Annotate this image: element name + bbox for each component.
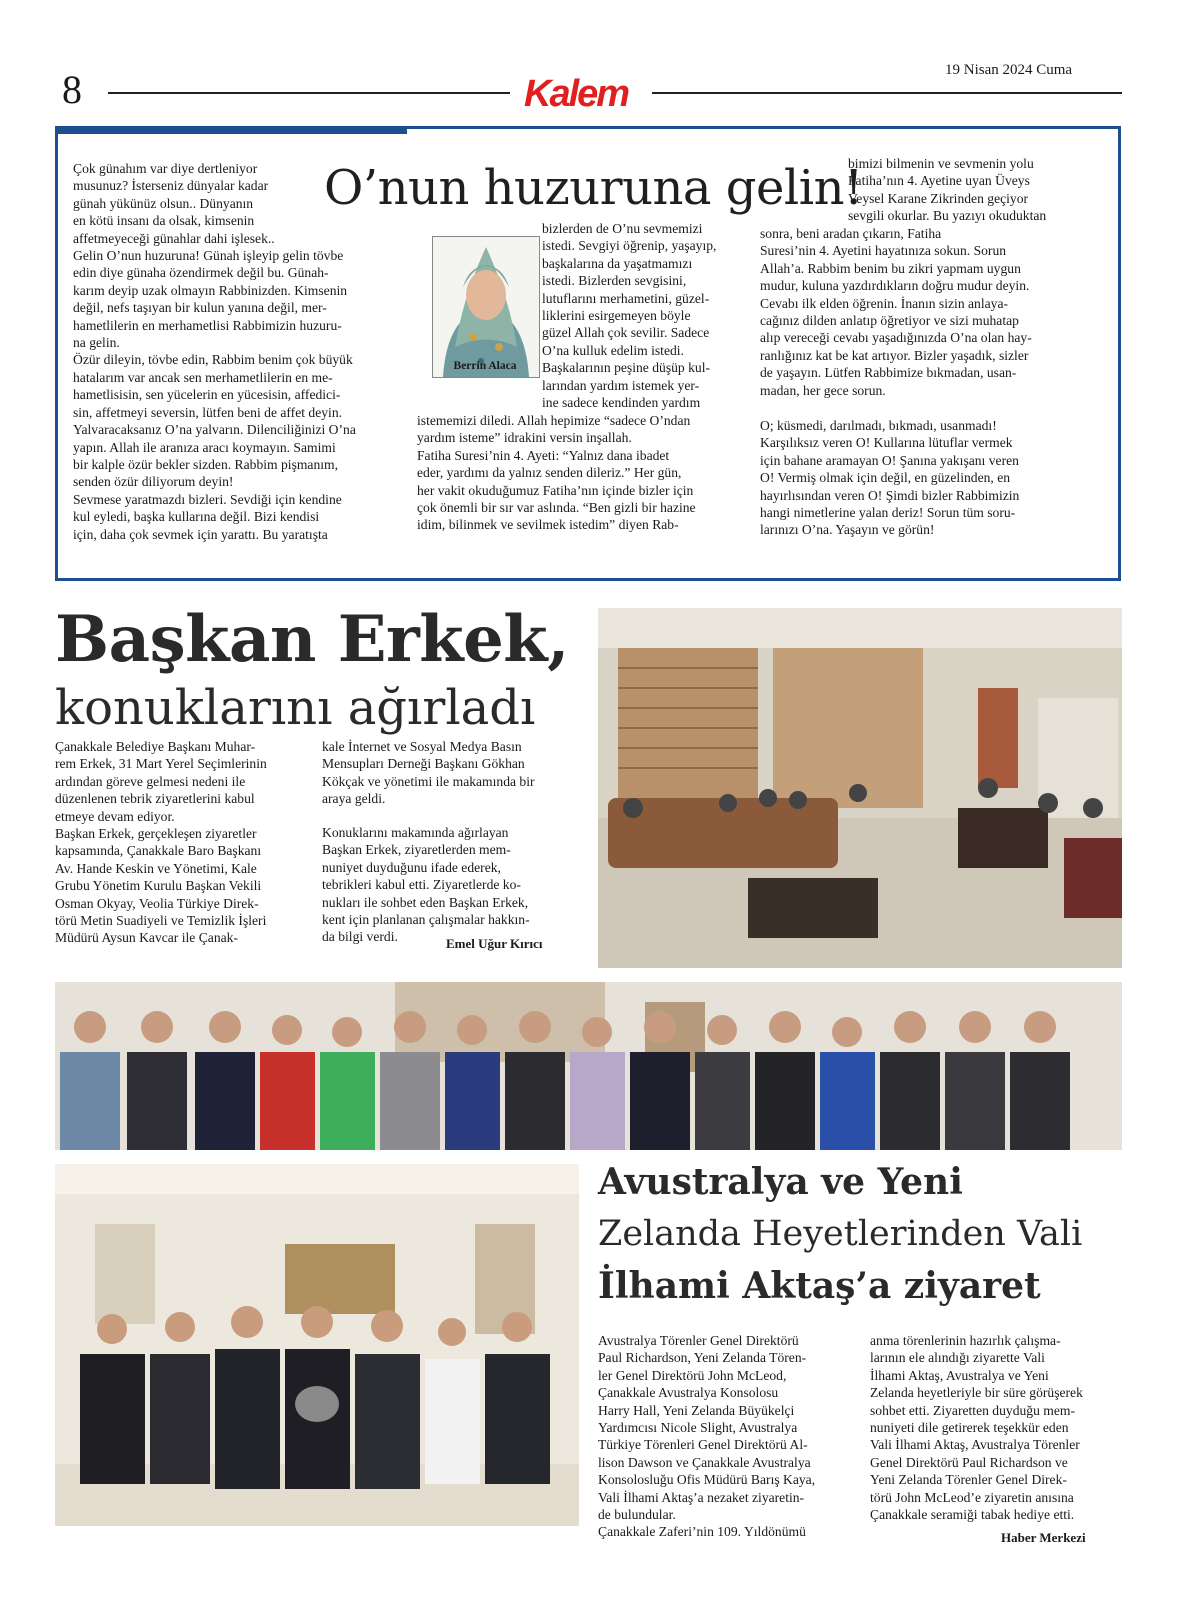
story1-column-2a xyxy=(322,738,582,808)
text-line: sohbet etti. Ziyaretten duyduğu mem- xyxy=(870,1402,1075,1418)
author-photo xyxy=(432,236,540,378)
story1-column-1 xyxy=(55,738,315,947)
text-line: yardım isteme” idrakini versin inşallah. xyxy=(417,430,632,446)
text-line: Çanakkale Belediye Başkanı Muhar- xyxy=(55,739,256,754)
text-line: Vali İlhami Aktaş’a nezaket ziyaretin- xyxy=(598,1489,805,1505)
text-line: Çanakkale Avustralya Konsolosu xyxy=(598,1385,779,1401)
text-line: rem Erkek, 31 Mart Yerel Seçimlerinin xyxy=(55,756,267,772)
text-line: da bilgi verdi. xyxy=(322,929,398,945)
story1-column-2b xyxy=(322,824,582,946)
opinion-box-accent xyxy=(55,126,407,134)
text-line: Cevabı ilk elden öğrenin. İnanın sizin anlaya- xyxy=(760,295,1009,311)
text-line: sonra, beni aradan çıkarın, Fatiha xyxy=(760,226,942,241)
text-line: Veysel Karane Zikrinden geçiyor xyxy=(848,190,1029,206)
text-line: güzel Allah çok sevilir. Sadece xyxy=(542,325,710,341)
text-line: Yardımcısı Nicole Slight, Avustralya xyxy=(598,1420,798,1436)
text-line: etmeye devam ediyor. xyxy=(55,808,175,824)
text-line: Sevmese yaratmazdı bizleri. Sevdiği için kendine xyxy=(73,491,342,507)
text-line: törü Metin Suadiyeli ve Temizlik İşleri xyxy=(55,913,267,929)
text-line: Zelanda heyetleriyle bir süre görüşerek xyxy=(870,1385,1083,1401)
text-line: kul eyledi, başka kullarına değil. Bizi kendisi xyxy=(73,509,320,525)
text-line: Çok günahım var diye dertleniyor xyxy=(73,161,258,176)
text-line: hametlisisin, sen yücelerin en yücesisin, affedici- xyxy=(73,387,341,403)
story1-headline-line2: konuklarını ağırladı xyxy=(55,680,536,736)
text-line: anma törenlerinin hazırlık çalışma- xyxy=(870,1333,1061,1348)
text-line: kapsamında, Çanakkale Baro Başkanı xyxy=(55,843,262,859)
text-line: ine sadece kendinden yardım xyxy=(542,395,701,411)
text-line: nuniyeti dile getirerek teşekkür eden xyxy=(870,1420,1069,1436)
author-name: Berrin Alaca xyxy=(453,360,517,372)
text-line: Vali İlhami Aktaş, Avustralya Törenler xyxy=(870,1437,1080,1453)
text-line: bimizi bilmenin ve sevmenin yolu xyxy=(848,156,1034,171)
text-line: her vakit okuduğumuz Fatiha’nın içinde bizler için xyxy=(417,482,694,498)
text-line: musunuz? İsterseniz dünyalar kadar xyxy=(73,178,269,194)
text-line: ler Genel Direktörü John McLeod, xyxy=(598,1367,787,1383)
text-line: karım deyip uzak olmayın Rabbinizden. Kimsenin xyxy=(73,282,348,298)
text-line: başkalarına da yaşatmamızı xyxy=(542,255,693,271)
text-line: Çanakkale seramiği tabak hediye etti. xyxy=(870,1507,1075,1523)
text-line: mudur, kuluna yazdırdıkların doğru mudur deyin. xyxy=(760,278,1030,294)
opinion-column-3a xyxy=(848,155,1108,225)
text-line: Müdürü Aysun Kavcar ile Çanak- xyxy=(55,930,238,946)
story2-headline-line3: İlhami Aktaş’a ziyaret xyxy=(598,1265,1041,1307)
text-line: tebrikleri kabul etti. Ziyaretlerde ko- xyxy=(322,877,521,893)
opinion-column-2a xyxy=(542,220,742,411)
opinion-title: O’nun huzuruna gelin! xyxy=(324,160,863,216)
text-line: Karşılıksız veren O! Kullarına lütuflar vermek xyxy=(760,435,1013,451)
text-line: Av. Hande Keskin ve Yönetimi, Kale xyxy=(55,860,257,876)
text-line: larından yardım istemek yer- xyxy=(542,377,700,393)
text-line: istememizi diledi. Allah hepimize “sadece O’ndan xyxy=(417,413,691,428)
text-line: larının ele alındığı ziyarette Vali xyxy=(870,1350,1045,1366)
text-line: Genel Direktörü Paul Richardson ve xyxy=(870,1454,1068,1470)
header-rule-right xyxy=(652,92,1122,94)
text-line: ranlığınız kat be kat artıyor. Bizler yaşadık, sizler xyxy=(760,347,1029,363)
text-line: idim, bilinmek ve sevilmek istedim” diyen Rab- xyxy=(417,517,679,533)
text-line: Konsolosluğu Ofis Müdürü Barış Kaya, xyxy=(598,1472,816,1488)
text-line: Özür dileyin, tövbe edin, Rabbim benim çok büyük xyxy=(73,352,353,368)
text-line: istedi. Sevgiyi öğrenip, yaşayıp, xyxy=(542,238,717,254)
text-line: na gelin. xyxy=(73,335,120,351)
story2-headline-line1: Avustralya ve Yeni xyxy=(598,1161,963,1203)
text-line: istedi. Bizlerden sevgisini, xyxy=(542,273,687,289)
text-line: Mensupları Derneği Başkanı Gökhan xyxy=(322,756,525,772)
text-line: Harry Hall, Yeni Zelanda Büyükelçi xyxy=(598,1402,795,1418)
text-line: cağınız dilden anlatıp öğretiyor ve sizi muhatap xyxy=(760,313,1019,329)
text-line: de bulundular. xyxy=(598,1507,676,1523)
text-line: Başkalarının peşine düşüp kul- xyxy=(542,360,711,376)
text-line: Allah’a. Rabbim benim bu zikri yapmam uygun xyxy=(760,260,1021,276)
text-line: kale İnternet ve Sosyal Medya Basın xyxy=(322,739,522,754)
text-line: de yaşayın. Lütfen Rabbimize bıkmadan, usan- xyxy=(760,365,1017,381)
text-line: için, daha çok sevmek için yarattı. Bu yaratışta xyxy=(73,526,328,542)
text-line: alıp vereceği cevabı yaşadığınızda O’na olan hay- xyxy=(760,330,1032,346)
text-line: sevgili okurlar. Bu yazıyı okuduktan xyxy=(848,208,1047,224)
text-line: O’na kulluk edelim istedi. xyxy=(542,342,684,358)
text-line: hangi nimetlerine yalan deriz! Sorun tüm soru- xyxy=(760,505,1016,521)
text-line: larınızı O’na. Yaşayın ve görün! xyxy=(760,522,935,538)
text-line: kent için planlanan çalışmalar hakkın- xyxy=(322,912,530,928)
story1-byline: Emel Uğur Kırıcı xyxy=(446,936,543,951)
text-line: en kötü insanı da olsak, kimsenin xyxy=(73,213,255,229)
text-line: Yalvaracaksanız O’na yalvarın. Dilenciliğinizi O’na xyxy=(73,422,356,438)
governor-visit-photo xyxy=(55,1164,579,1526)
text-line: Suresi’nin 4. Ayetini hayatınıza sokun. Sorun xyxy=(760,243,1007,259)
text-line: edin diye günaha özendirmek değil bu. Günah- xyxy=(73,265,329,281)
text-line: O; küsmedi, darılmadı, bıkmadı, usanmadı! xyxy=(760,418,997,433)
text-line: hayırlısından veren O! Şimdi bizler Rabbimizin xyxy=(760,487,1020,503)
text-line: Osman Okyay, Veolia Türkiye Direk- xyxy=(55,895,259,911)
text-line: Fatiha’nın 4. Ayetine uyan Üveys xyxy=(848,173,1030,189)
text-line: Yeni Zelanda Törenler Genel Direk- xyxy=(870,1472,1067,1488)
issue-date: 19 Nisan 2024 Cuma xyxy=(945,62,1073,78)
text-line: Paul Richardson, Yeni Zelanda Tören- xyxy=(598,1350,807,1366)
text-line: liklerini esirgemeyen böyle xyxy=(542,308,691,324)
text-line: düzenlenen tebrik ziyaretlerini kabul xyxy=(55,791,255,807)
text-line: O! Vermiş olmak için değil, en güzelinden, en xyxy=(760,470,1011,486)
opinion-column-1 xyxy=(73,160,413,543)
text-line: hametlilerin en merhametlisi Rabbimizin huzuru- xyxy=(73,317,342,333)
text-line: çok önemli bir sır var aslında. “Ben gizli bir hazine xyxy=(417,500,696,516)
text-line: Grubu Yönetim Kurulu Başkan Vekili xyxy=(55,878,262,894)
text-line: araya geldi. xyxy=(322,791,386,807)
page-number: 8 xyxy=(62,67,82,112)
text-line: affetmeyeceği günahlar dahi işlesek.. xyxy=(73,230,275,246)
story2-column-1 xyxy=(598,1332,860,1541)
text-line: Gelin O’nun huzuruna! Günah işleyip gelin tövbe xyxy=(73,248,344,264)
text-line: Avustralya Törenler Genel Direktörü xyxy=(598,1333,799,1348)
text-line: senden özür diliyorum deyin! xyxy=(73,474,234,490)
story2-headline-line2: Zelanda Heyetlerinden Vali xyxy=(598,1214,1083,1254)
office-meeting-photo xyxy=(598,608,1122,968)
text-line: günah yükünüz olsun.. Dünyanın xyxy=(73,195,254,211)
text-line: değil, nefs taşıyan bir kulun yanına değil, mer- xyxy=(73,300,327,316)
text-line: Fatiha Suresi’nin 4. Ayeti: “Yalnız dana ibadet xyxy=(417,447,670,463)
text-line: eder, yardımı da yalnız senden dileriz.” Her gün, xyxy=(417,465,682,481)
text-line: yapın. Allah ile aranıza aracı koymayın. Samimi xyxy=(73,439,336,455)
text-line: törü John McLeod’e ziyaretin anısına xyxy=(870,1489,1074,1505)
newspaper-logo: Kalem xyxy=(524,73,629,115)
story2-column-2 xyxy=(870,1332,1122,1523)
text-line: lison Dawson ve Çanakkale Avustralya xyxy=(598,1454,811,1470)
text-line: Çanakkale Zaferi’nin 109. Yıldönümü xyxy=(598,1524,806,1540)
opinion-column-3c xyxy=(760,417,1110,539)
story2-byline: Haber Merkezi xyxy=(1001,1530,1086,1545)
text-line: ardından göreve gelmesi nedeni ile xyxy=(55,773,246,789)
text-line: madan, her gece sorun. xyxy=(760,382,886,398)
opinion-column-3b xyxy=(760,225,1110,399)
group-photo xyxy=(55,982,1122,1150)
text-line: hatalarım var ancak sen merhametlilerin en me- xyxy=(73,369,333,385)
opinion-column-2b xyxy=(417,412,747,534)
text-line: bizlerden de O’nu sevmemizi xyxy=(542,221,703,236)
text-line: Kökçak ve yönetimi ile makamında bir xyxy=(322,773,535,789)
text-line: Başkan Erkek, ziyaretlerden mem- xyxy=(322,842,511,858)
text-line: sin, affetmeyi seversin, lütfen beni de affet deyin. xyxy=(73,404,343,420)
story1-headline-line1: Başkan Erkek, xyxy=(55,602,569,677)
text-line: İlhami Aktaş, Avustralya ve Yeni xyxy=(870,1367,1049,1383)
text-line: nuniyet duyduğunu ifade ederek, xyxy=(322,859,501,875)
text-line: lutuflarını merhametini, güzel- xyxy=(542,290,710,306)
text-line: Başkan Erkek, gerçekleşen ziyaretler xyxy=(55,826,257,842)
text-line: Konuklarını makamında ağırlayan xyxy=(322,825,509,840)
header-rule-left xyxy=(108,92,510,94)
text-line: için bahane aramayan O! Şanına yakışanı veren xyxy=(760,452,1019,468)
text-line: nukları ile sohbet eden Başkan Erkek, xyxy=(322,894,529,910)
text-line: Türkiye Törenleri Genel Direktörü Al- xyxy=(598,1437,808,1453)
text-line: bir kalple özür bekler sizden. Rabbim pişmanım, xyxy=(73,456,339,472)
